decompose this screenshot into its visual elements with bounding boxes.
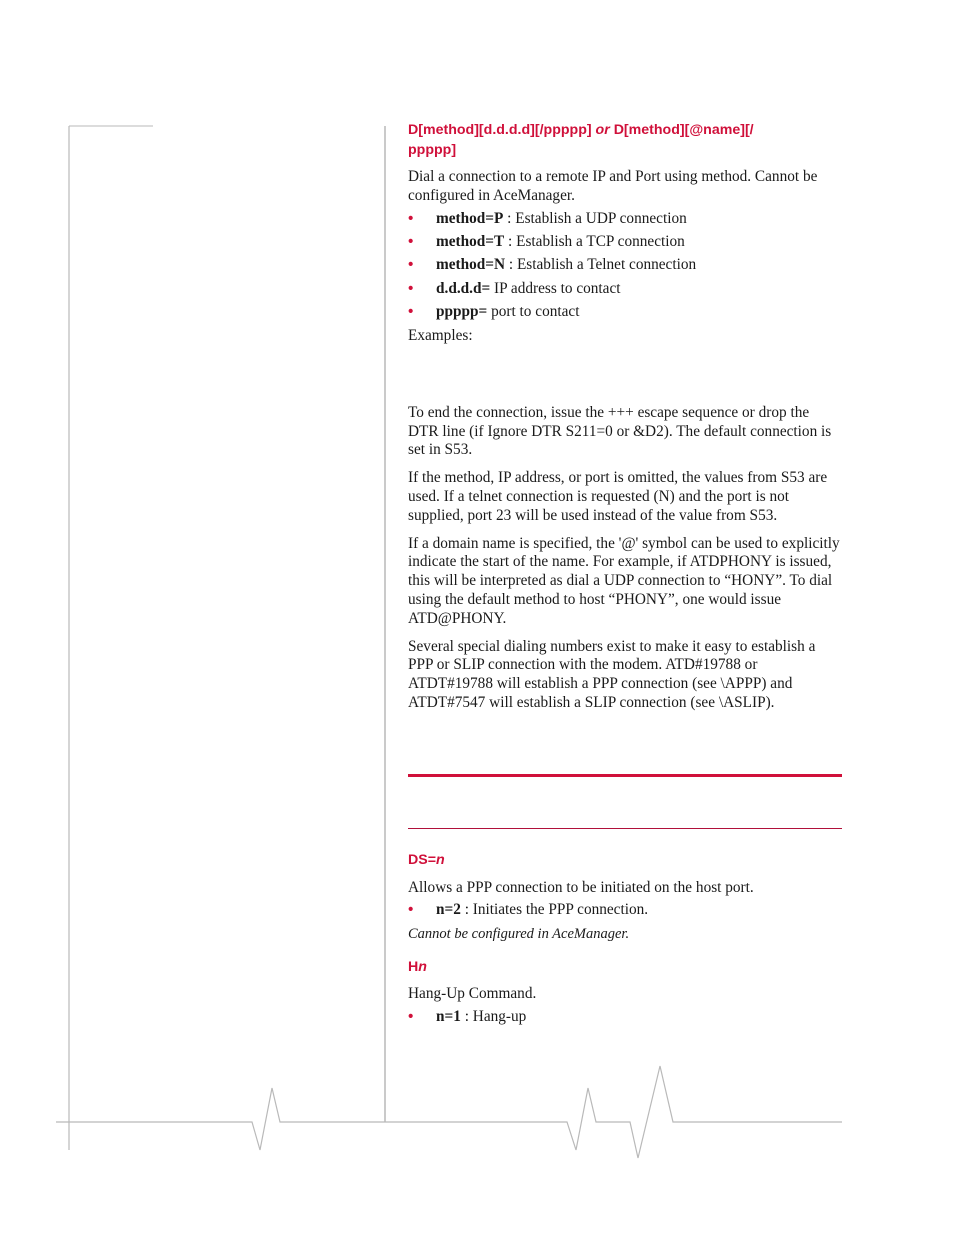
paragraph-omitted-values: If the method, IP address, or port is omitted, the values from S53 are used. If a telnet connection is requested (N) and the port is not supplied, port 23 will be used instead of the value from S53. <box>408 469 828 524</box>
list-item: • n=1 : Hang-up <box>408 1008 842 1027</box>
dial-command-heading: D[method][d.d.d.d][/ppppp] or D[method][@name][/ ppppp] <box>408 122 754 158</box>
list-item: • n=2 : Initiates the PPP connection. <box>408 901 842 920</box>
paragraph-end-connection: To end the connection, issue the +++ escape sequence or drop the DTR line (if Ignore DTR S211=0 or &D2). The default connection is set in S53. <box>408 403 832 459</box>
dial-description: Dial a connection to a remote IP and Port using method. Cannot be configured in AceManager. <box>408 168 818 204</box>
list-item: • method=N : Establish a Telnet connection <box>408 256 842 275</box>
section-divider-thin <box>408 828 842 829</box>
waveform-footer-line <box>56 1066 842 1158</box>
paragraph-special-numbers: Several special dialing numbers exist to make it easy to establish a PPP or SLIP connection with the modem. ATD#19788 or ATDT#19788 will establish a PPP connection (see \APPP) and ATDT#7547 will establish a SLIP connection (see \ASLIP). <box>408 637 816 711</box>
ds-note: Cannot be configured in AceManager. <box>408 926 630 943</box>
paragraph-domain-name: If a domain name is specified, the '@' symbol can be used to explicitly indicate the start of the name. For example, if ATDPHONY is issued, this will be interpreted as dial a UDP connection to “HONY”. To dial using the default method to host “PHONY”, one would issue ATD@PHONY. <box>408 534 840 627</box>
ds-command-heading: DS=n <box>408 852 445 868</box>
ds-description: Allows a PPP connection to be initiated on the host port. <box>408 878 754 896</box>
list-item: • method=P : Establish a UDP connection <box>408 210 842 229</box>
dial-command-section <box>408 121 842 713</box>
list-item: • method=T : Establish a TCP connection <box>408 233 842 252</box>
h-options-list <box>408 1008 842 1027</box>
h-description: Hang-Up Command. <box>408 985 537 1003</box>
list-item: • d.d.d.d= IP address to contact <box>408 280 842 299</box>
ds-options-list <box>408 901 842 920</box>
list-item: • ppppp= port to contact <box>408 303 842 322</box>
dial-options-list <box>408 210 842 322</box>
examples-label: Examples: <box>408 326 473 344</box>
ds-h-commands-section <box>408 851 842 1032</box>
section-divider-thick <box>408 774 842 777</box>
h-command-heading: Hn <box>408 958 427 975</box>
